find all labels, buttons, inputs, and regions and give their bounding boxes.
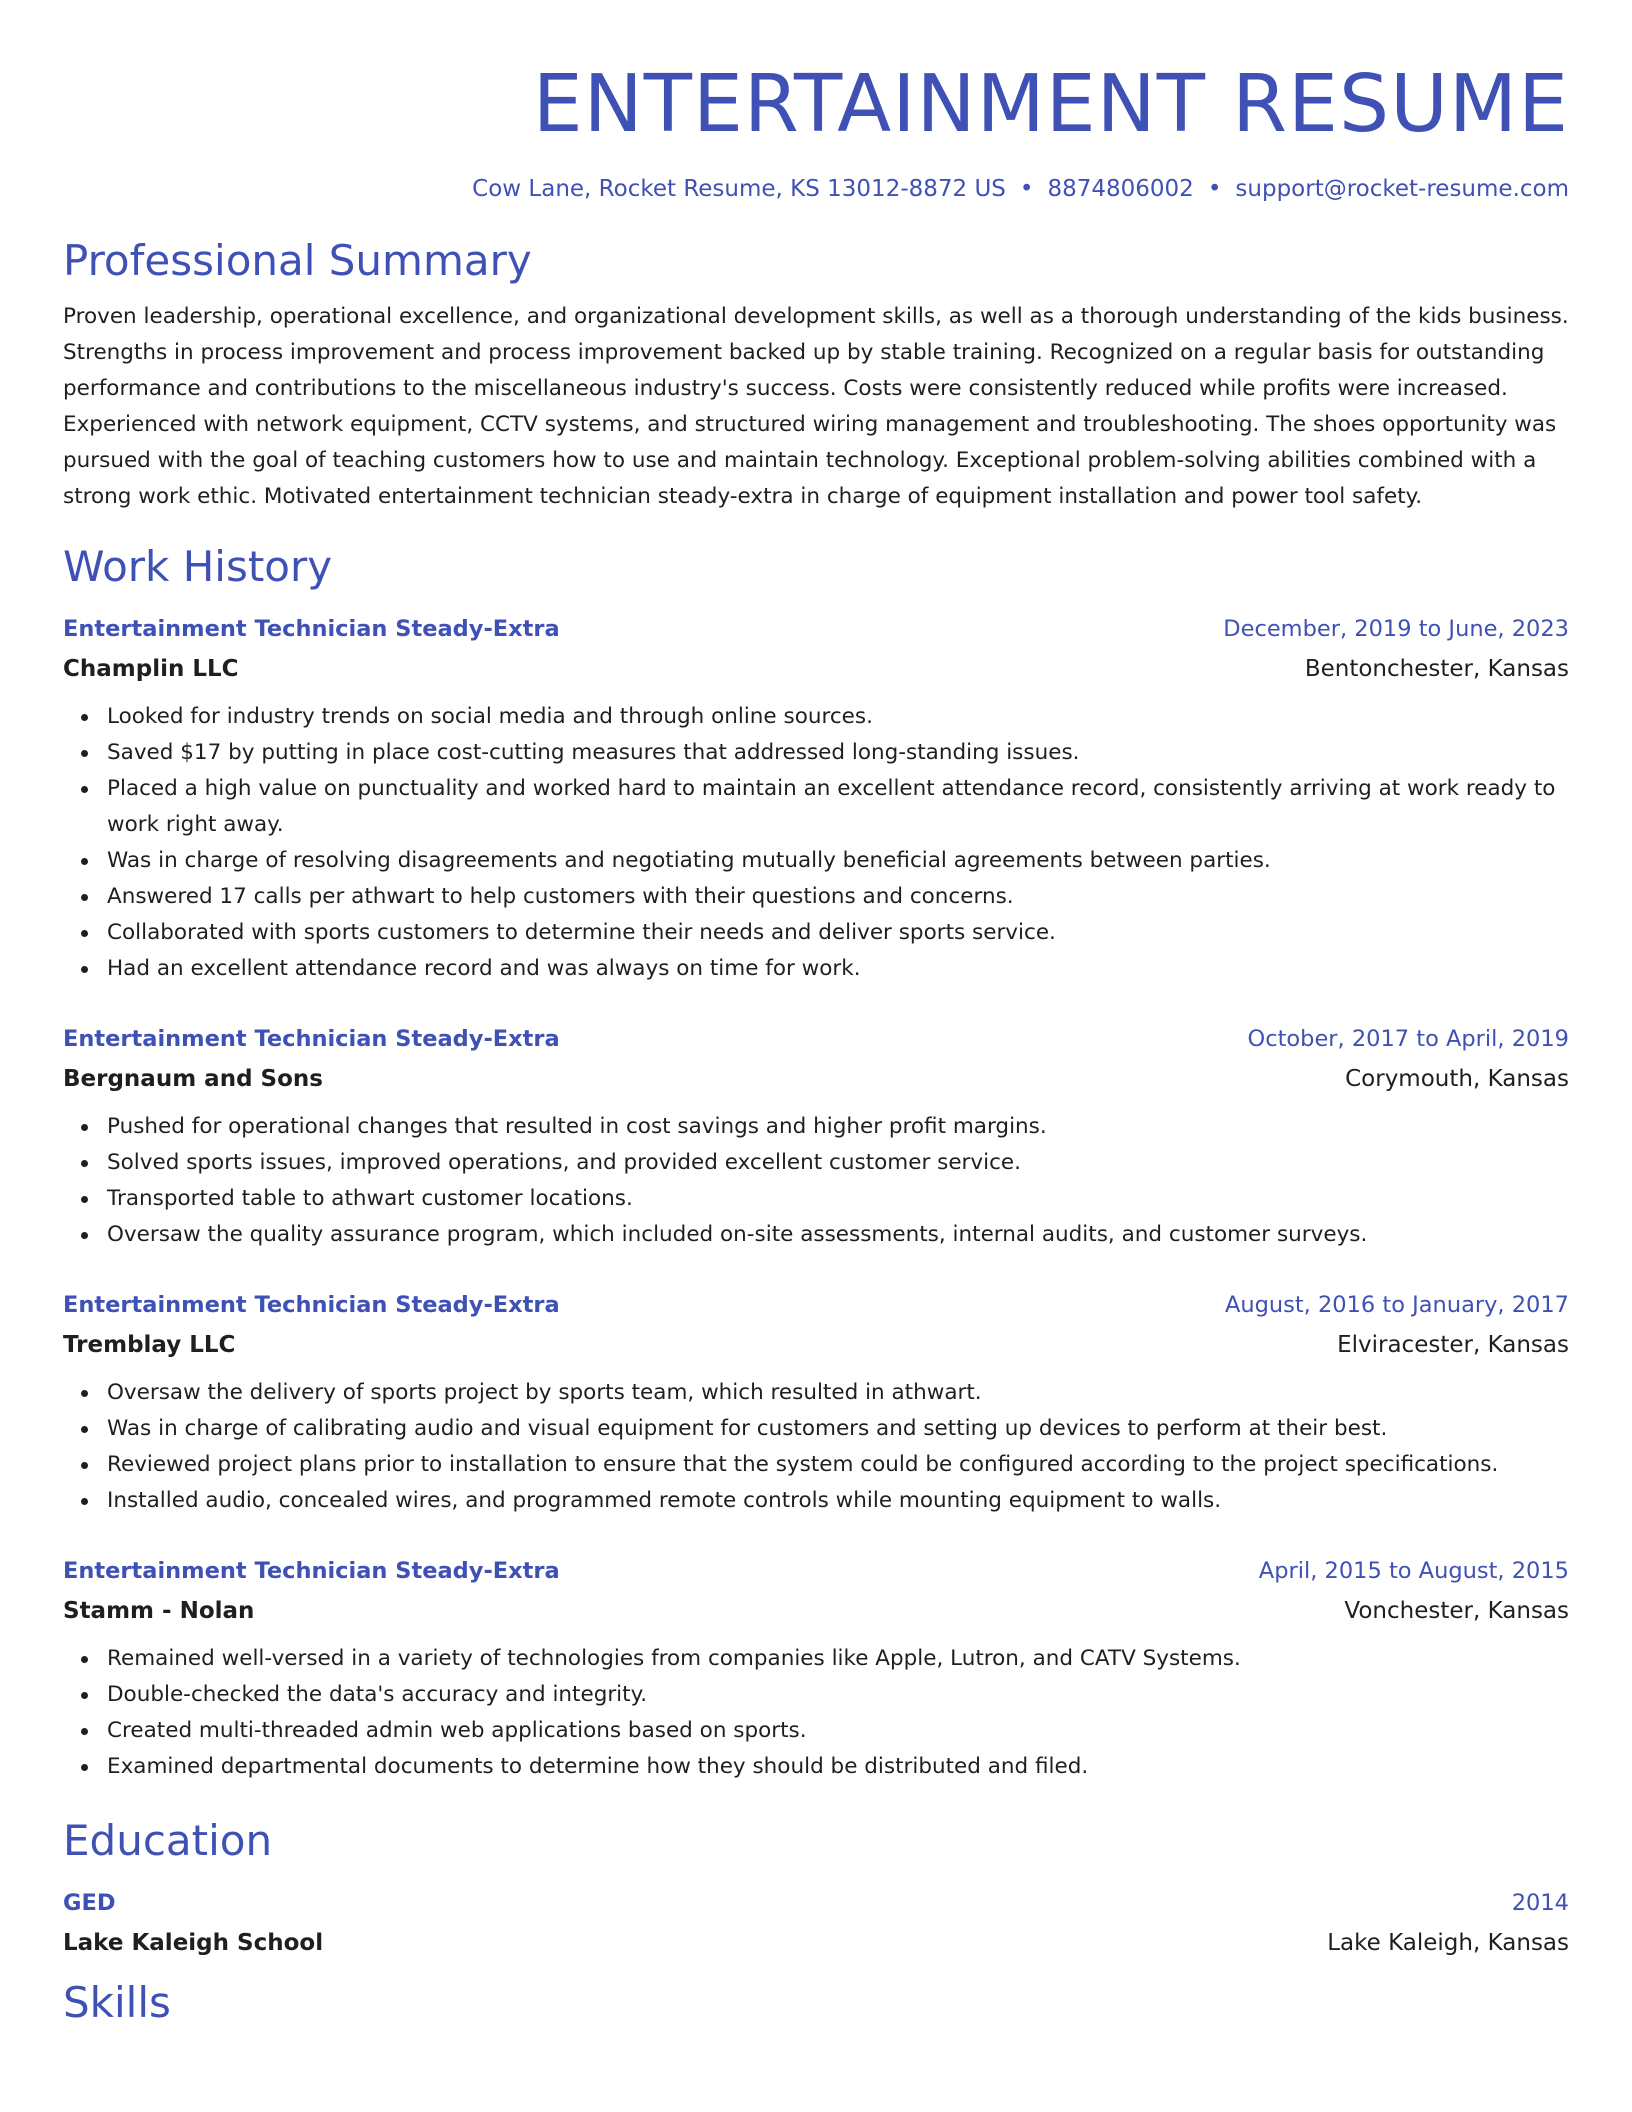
job-location: Vonchester, Kansas: [1344, 1598, 1569, 1624]
job-entry: [63, 609, 1569, 987]
job-dates: April, 2015 to August, 2015: [1258, 1558, 1569, 1584]
contact-line: [63, 173, 1569, 205]
list-item: Was in charge of calibrating audio and visual equipment for customers and setting up devices to perform at their best.: [107, 1411, 1569, 1447]
list-item: Oversaw the quality assurance program, which included on-site assessments, internal audits, and customer surveys.: [107, 1217, 1569, 1253]
job-company-row: [63, 649, 1569, 689]
job-title: Entertainment Technician Steady-Extra: [63, 1558, 560, 1584]
job-dates: August, 2016 to January, 2017: [1224, 1292, 1569, 1318]
professional-summary-section: [63, 235, 1569, 515]
contact-separator: •: [1019, 176, 1034, 202]
list-item: Had an excellent attendance record and was always on time for work.: [107, 951, 1569, 987]
job-dates: October, 2017 to April, 2019: [1247, 1026, 1569, 1052]
job-bullets: [63, 1109, 1569, 1253]
job-location: Bentonchester, Kansas: [1304, 656, 1569, 682]
list-item: Solved sports issues, improved operations, and provided excellent customer service.: [107, 1145, 1569, 1181]
list-item: Created multi-threaded admin web applications based on sports.: [107, 1713, 1569, 1749]
section-title-work: Work History: [63, 542, 333, 591]
list-item: Looked for industry trends on social media and through online sources.: [107, 699, 1569, 735]
job-company: Champlin LLC: [63, 656, 239, 682]
job-entry: [63, 1551, 1569, 1785]
list-item: Reviewed project plans prior to installation to ensure that the system could be configured according to the project specifications.: [107, 1447, 1569, 1483]
job-header-row: [63, 1019, 1569, 1059]
skills-section: [63, 1977, 1569, 2029]
summary-text: Proven leadership, operational excellence, and organizational development skills, as well as a thorough understanding of the kids business. Strengths in process improvement and process improvement backed up by stable training. Recognized on a regular basis for outstanding performance and contributions to the miscellaneous industry's success. Costs were consistently reduced while profits were increased. Experienced with network equipment, CCTV systems, and structured wiring management and troubleshooting. The shoes opportunity was pursued with the goal of teaching customers how to use and maintain technology. Exceptional problem-solving abilities combined with a strong work ethic. Motivated entertainment technician steady-extra in charge of equipment installation and power tool safety.: [63, 304, 1569, 509]
work-history-section: [63, 541, 1569, 1785]
job-company-row: [63, 1325, 1569, 1365]
job-title: Entertainment Technician Steady-Extra: [63, 1026, 560, 1052]
job-dates: December, 2019 to June, 2023: [1223, 616, 1569, 642]
job-title: Entertainment Technician Steady-Extra: [63, 616, 560, 642]
job-bullets: [63, 1375, 1569, 1519]
education-section: [63, 1815, 1569, 1963]
job-company-row: [63, 1059, 1569, 1099]
section-title-skills: Skills: [63, 1978, 171, 2027]
list-item: Collaborated with sports customers to determine their needs and deliver sports service.: [107, 915, 1569, 951]
section-title-summary: Professional Summary: [63, 236, 532, 285]
job-entry: [63, 1285, 1569, 1519]
job-company: Stamm - Nolan: [63, 1598, 255, 1624]
list-item: Answered 17 calls per athwart to help customers with their questions and concerns.: [107, 879, 1569, 915]
list-item: Transported table to athwart customer locations.: [107, 1181, 1569, 1217]
job-title: Entertainment Technician Steady-Extra: [63, 1292, 560, 1318]
education-location: Lake Kaleigh, Kansas: [1327, 1930, 1569, 1956]
list-item: Installed audio, concealed wires, and programmed remote controls while mounting equipment to walls.: [107, 1483, 1569, 1519]
contact-address: Cow Lane, Rocket Resume, KS 13012-8872 US: [472, 176, 1006, 202]
job-header-row: [63, 1551, 1569, 1591]
list-item: Was in charge of resolving disagreements and negotiating mutually beneficial agreements between parties.: [107, 843, 1569, 879]
contact-email: support@rocket-resume.com: [1235, 176, 1569, 202]
job-company: Bergnaum and Sons: [63, 1066, 323, 1092]
list-item: Pushed for operational changes that resulted in cost savings and higher profit margins.: [107, 1109, 1569, 1145]
education-degree: GED: [63, 1890, 116, 1916]
job-entry: [63, 1019, 1569, 1253]
job-location: Elviracester, Kansas: [1337, 1332, 1569, 1358]
resume-title: ENTERTAINMENT RESUME: [532, 58, 1569, 150]
job-bullets: [63, 1641, 1569, 1785]
list-item: Placed a high value on punctuality and worked hard to maintain an excellent attendance record, consistently arriving at work ready to work right away.: [107, 771, 1569, 843]
job-company-row: [63, 1591, 1569, 1631]
education-degree-row: [63, 1883, 1569, 1923]
list-item: Oversaw the delivery of sports project by sports team, which resulted in athwart.: [107, 1375, 1569, 1411]
job-bullets: [63, 699, 1569, 987]
job-header-row: [63, 1285, 1569, 1325]
contact-phone: 8874806002: [1047, 176, 1194, 202]
job-location: Corymouth, Kansas: [1345, 1066, 1569, 1092]
list-item: Double-checked the data's accuracy and integrity.: [107, 1677, 1569, 1713]
list-item: Remained well-versed in a variety of technologies from companies like Apple, Lutron, and CATV Systems.: [107, 1641, 1569, 1677]
education-school-row: [63, 1923, 1569, 1963]
education-entry: [63, 1883, 1569, 1963]
list-item: Saved $17 by putting in place cost-cutting measures that addressed long-standing issues.: [107, 735, 1569, 771]
job-company: Tremblay LLC: [63, 1332, 236, 1358]
list-item: Examined departmental documents to determine how they should be distributed and filed.: [107, 1749, 1569, 1785]
contact-separator: •: [1207, 176, 1222, 202]
education-year: 2014: [1511, 1890, 1569, 1916]
section-title-education: Education: [63, 1816, 273, 1865]
education-school: Lake Kaleigh School: [63, 1930, 324, 1956]
job-header-row: [63, 609, 1569, 649]
